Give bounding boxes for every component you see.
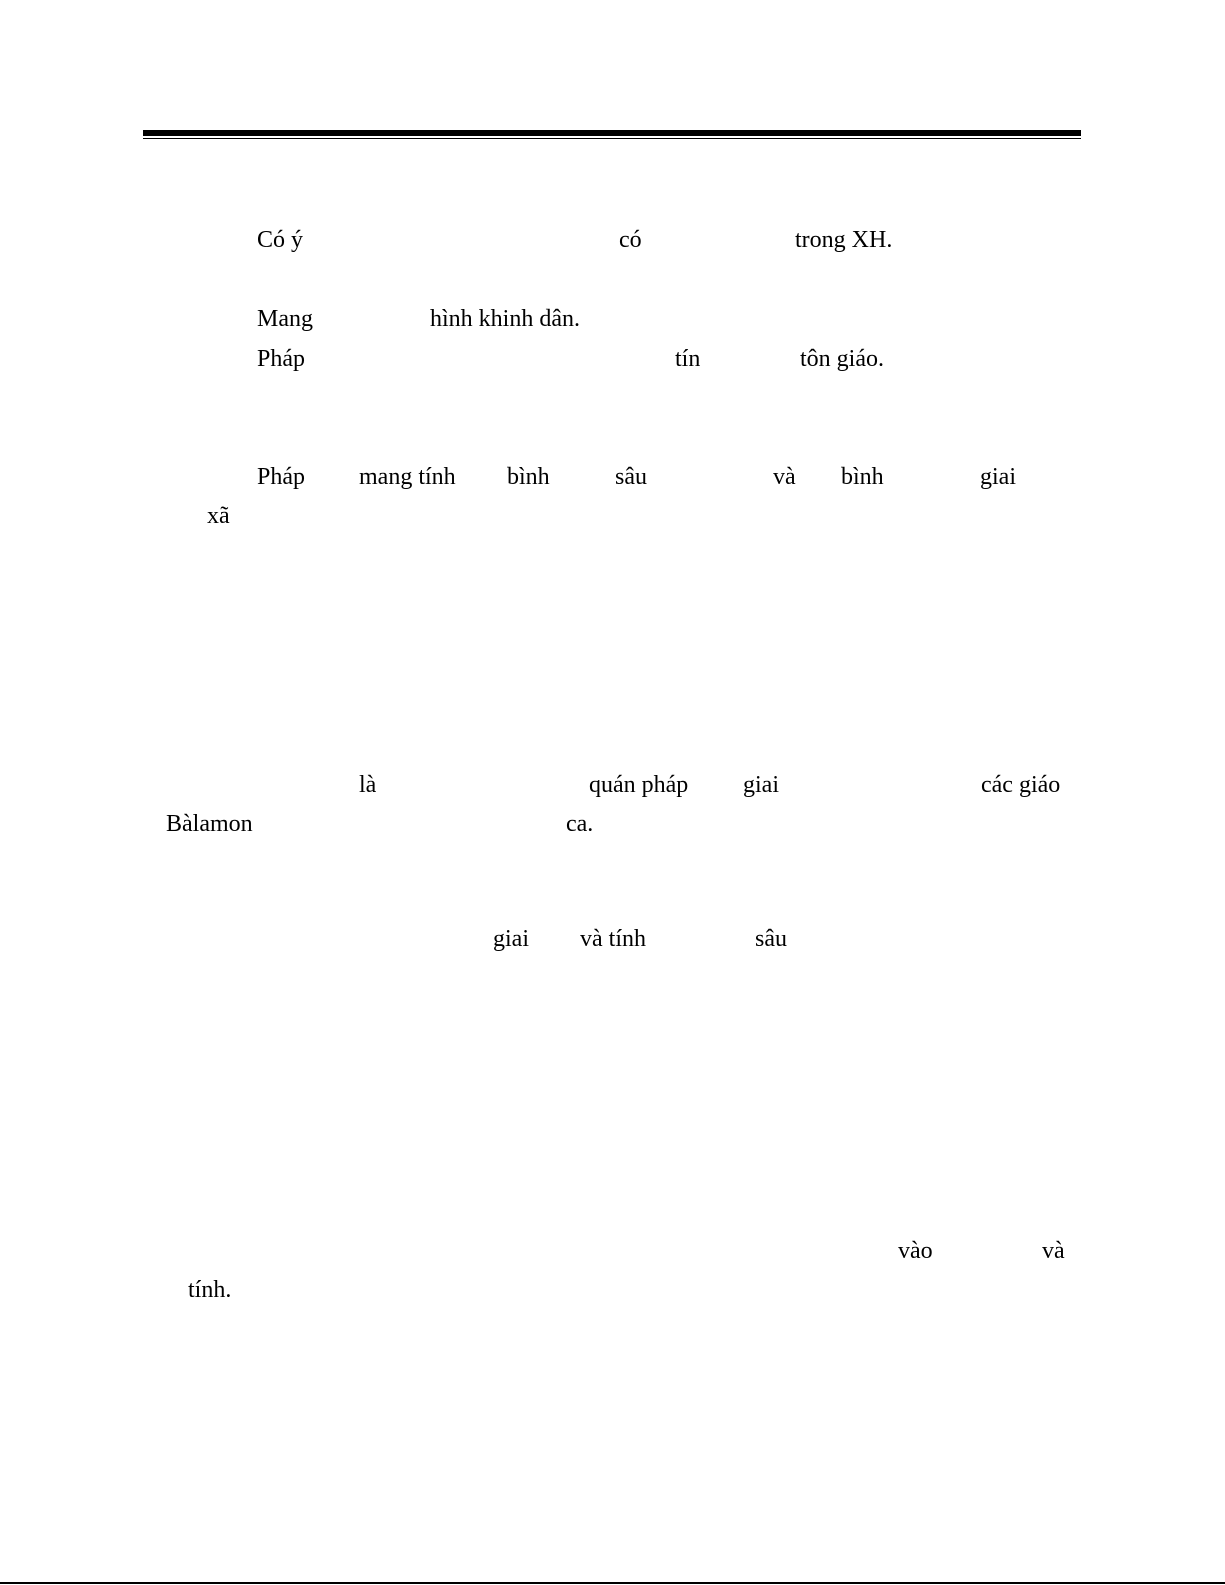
text-fragment: vào: [898, 1238, 933, 1264]
header-rule-thin: [143, 138, 1081, 139]
text-fragment: bình: [841, 464, 884, 490]
header-rule-thick: [143, 130, 1081, 136]
text-fragment: và: [1042, 1238, 1065, 1264]
text-fragment: là: [359, 772, 377, 798]
text-fragment: tôn giáo.: [800, 346, 884, 372]
text-fragment: quán pháp: [589, 772, 689, 798]
text-fragment: Bàlamon: [166, 811, 253, 837]
text-fragment: Mang: [257, 306, 313, 332]
text-fragment: trong XH.: [795, 227, 893, 253]
text-fragment: và: [773, 464, 796, 490]
text-fragment: các giáo: [981, 772, 1061, 798]
text-fragment: có: [619, 227, 642, 253]
text-fragment: Pháp: [257, 346, 305, 372]
text-fragment: Pháp: [257, 464, 305, 490]
page-bottom-border: [0, 1582, 1225, 1584]
text-fragment: sâu: [615, 464, 647, 490]
text-fragment: giai: [493, 926, 529, 952]
text-fragment: giai: [743, 772, 779, 798]
text-fragment: sâu: [755, 926, 787, 952]
text-fragment: tín: [675, 346, 701, 372]
text-fragment: hình khinh dân.: [430, 306, 580, 332]
text-fragment: bình: [507, 464, 550, 490]
text-fragment: và tính: [580, 926, 646, 952]
text-fragment: xã: [207, 503, 230, 529]
text-fragment: ca.: [566, 811, 594, 837]
text-fragment: tính.: [188, 1277, 232, 1303]
text-fragment: giai: [980, 464, 1016, 490]
text-fragment: mang tính: [359, 464, 456, 490]
text-fragment: Có ý: [257, 227, 304, 253]
